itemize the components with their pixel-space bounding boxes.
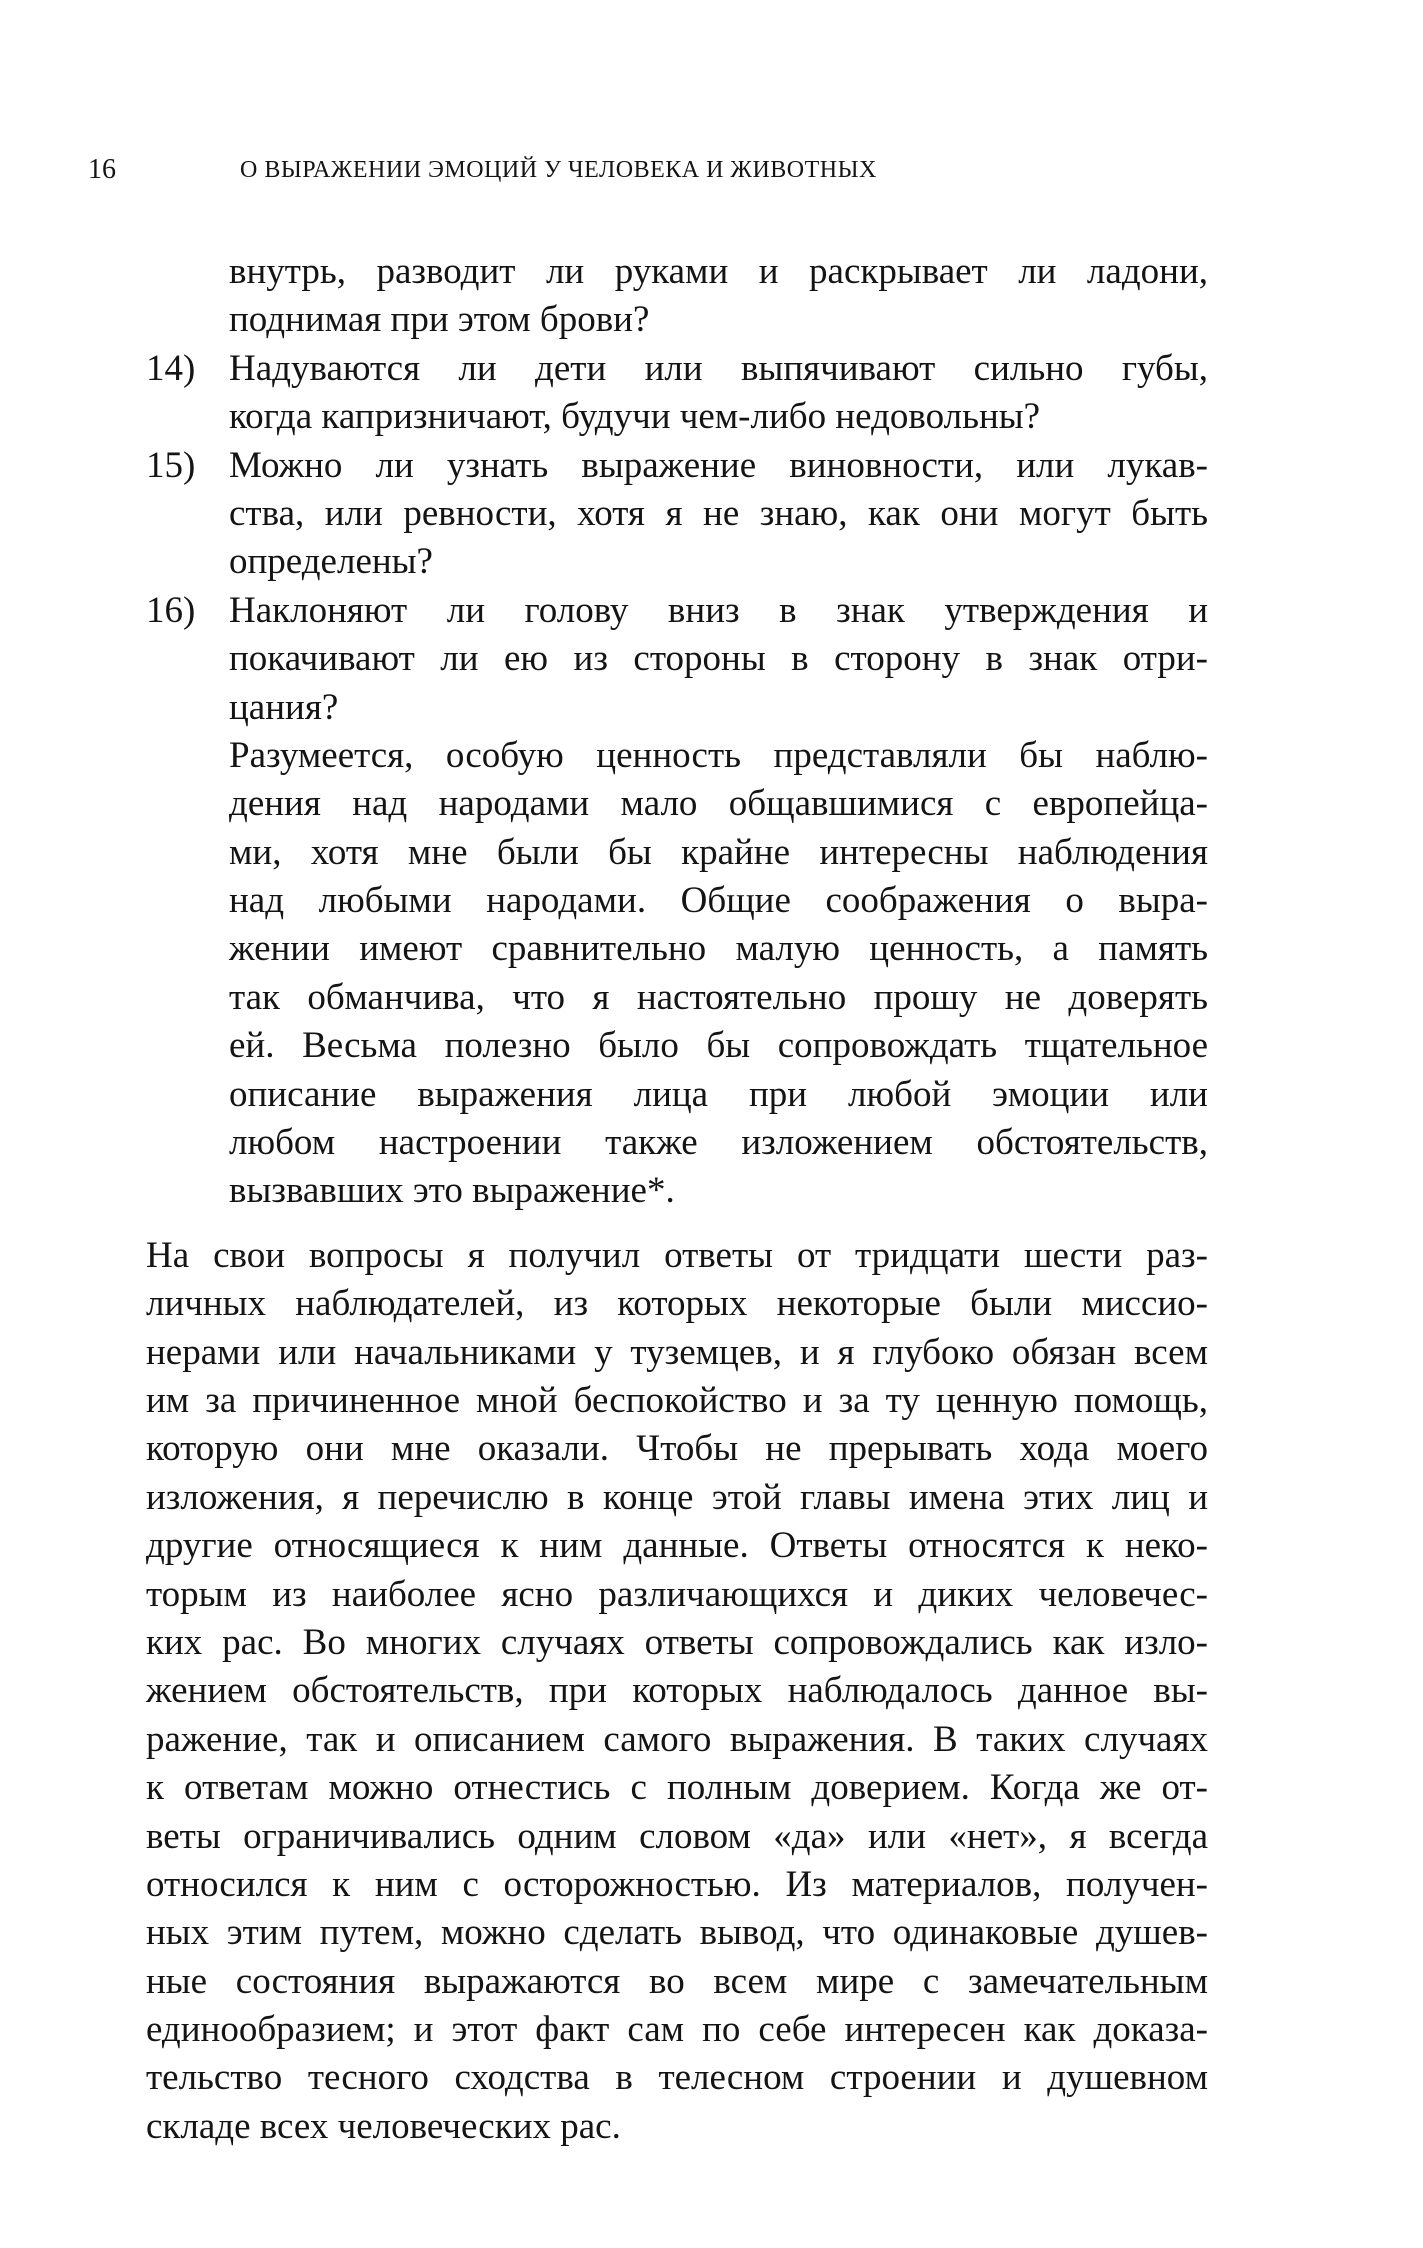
text-line: изложения, я перечислю в конце этой главы имена этих лиц и: [146, 1476, 1208, 1518]
list-item: [146, 345, 1208, 393]
text-line: ражение, так и описанием самого выражения. В таких случаях: [146, 1718, 1208, 1760]
text-line: к ответам можно отнестись с полным доверием. Когда же от-: [146, 1767, 1208, 1809]
text-line: жении имеют сравнительно малую ценность, а память: [229, 928, 1208, 970]
text-line: Наклоняют ли голову вниз в знак утверждения и: [229, 589, 1208, 631]
page-number: 16: [88, 154, 116, 185]
questionnaire-note: [146, 732, 1208, 1216]
text-line: ких рас. Во многих случаях ответы сопровождались как изло-: [146, 1621, 1208, 1663]
question-number: 14): [146, 347, 196, 389]
text-line: которую они мне оказали. Чтобы не прерывать хода моего: [146, 1428, 1208, 1470]
question-number: 16): [146, 589, 196, 631]
text-line: когда капризничают, будучи чем-либо недовольны?: [229, 396, 1041, 438]
running-title: О ВЫРАЖЕНИИ ЭМОЦИЙ У ЧЕЛОВЕКА И ЖИВОТНЫХ: [240, 157, 877, 183]
text-line: определены?: [229, 541, 433, 583]
text-line: веты ограничивались одним словом «да» или «нет», я всегда: [146, 1815, 1208, 1857]
text-line: торым из наиболее ясно различающихся и диких человечес-: [146, 1573, 1208, 1615]
text-line: другие относящиеся к ним данные. Ответы относятся к неко-: [146, 1525, 1208, 1567]
text-line: ми, хотя мне были бы крайне интересны наблюдения: [229, 831, 1208, 873]
text-line: единообразием; и этот факт сам по себе интересен как доказа-: [146, 2009, 1208, 2051]
text-line: складе всех человеческих рас.: [146, 2105, 621, 2147]
question-14: [146, 345, 1208, 442]
question-number: 15): [146, 444, 196, 486]
text-line: На свои вопросы я получил ответы от тридцати шести раз-: [146, 1234, 1208, 1276]
question-15: [146, 442, 1208, 587]
text-line: вызвавших это выражение*.: [229, 1170, 675, 1212]
text-line: ства, или ревности, хотя я не знаю, как они могут быть: [229, 492, 1208, 534]
main-paragraph: [146, 1232, 1208, 2151]
text-line: так обманчива, что я настоятельно прошу не доверять: [229, 976, 1208, 1018]
text-line: Можно ли узнать выражение виновности, или лукав-: [229, 444, 1208, 486]
question-16: [146, 587, 1208, 732]
text-line: жением обстоятельств, при которых наблюдалось данное вы-: [146, 1670, 1208, 1712]
text-line: покачивают ли ею из стороны в сторону в знак отри-: [229, 638, 1208, 680]
text-line: личных наблюдателей, из которых некоторые были миссио-: [146, 1283, 1208, 1325]
text-line: поднимая при этом брови?: [229, 299, 650, 341]
paragraph-gap: [146, 1216, 1208, 1232]
list-item: [146, 587, 1208, 635]
text-line: Надуваются ли дети или выпячивают сильно губы,: [229, 347, 1208, 389]
text-line: тельство тесного сходства в телесном строении и душевном: [146, 2057, 1208, 2099]
text-line: Разумеется, особую ценность представляли бы наблю-: [229, 734, 1208, 776]
text-line: ей. Весьма полезно было бы сопровождать тщательное: [229, 1025, 1208, 1067]
running-head: [0, 150, 1423, 190]
text-line: ные состояния выражаются во всем мире с замечательным: [146, 1960, 1208, 2002]
text-line: относился к ним с осторожностью. Из материалов, получен-: [146, 1863, 1208, 1905]
list-item: [146, 442, 1208, 490]
text-line: цания?: [229, 686, 339, 728]
text-line: нерами или начальниками у туземцев, и я глубоко обязан всем: [146, 1331, 1208, 1373]
text-line: внутрь, разводит ли руками и раскрывает ли ладони,: [229, 251, 1208, 292]
text-line: любом настроении также изложением обстоятельств,: [229, 1122, 1208, 1164]
text-line: ных этим путем, можно сделать вывод, что одинаковые душев-: [146, 1912, 1208, 1954]
text-line: описание выражения лица при любой эмоции или: [229, 1073, 1208, 1115]
text-line: им за причиненное мной беспокойство и за ту ценную помощь,: [146, 1379, 1208, 1421]
text-line: над любыми народами. Общие соображения о выра-: [229, 880, 1208, 922]
question-13-continuation: [146, 248, 1208, 345]
text-line: дения над народами мало общавшимися с европейца-: [229, 783, 1208, 825]
body-text: [146, 248, 1208, 2151]
